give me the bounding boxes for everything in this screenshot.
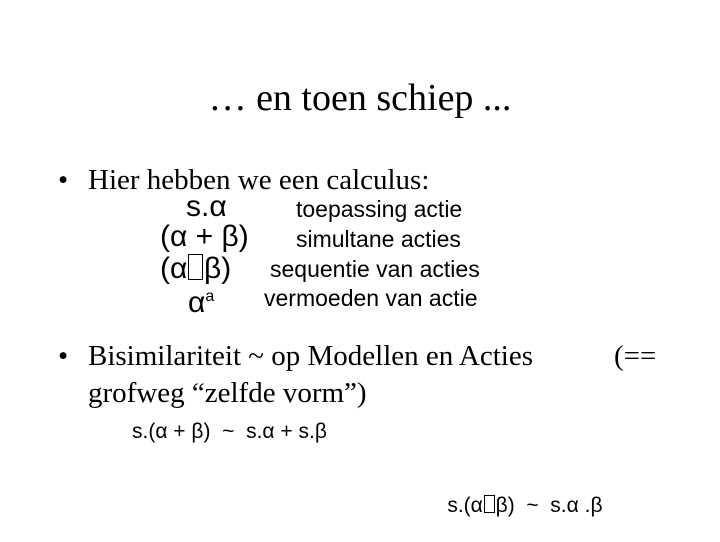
bullet-bisimilarity-line2: grofweg “zelfde vorm”)	[88, 377, 367, 409]
bullet-marker: •	[58, 340, 69, 372]
equation-sequence	[424, 470, 603, 542]
symbol-alpha: α	[188, 286, 206, 319]
description-application: toepassing actie	[296, 196, 463, 222]
description-presumption: vermoeden van actie	[264, 285, 478, 311]
description-sequence: sequentie van acties	[270, 256, 480, 282]
bullet-bisimilarity-tail: (==	[614, 340, 657, 372]
symbol-presumption	[188, 286, 214, 320]
bullet-bisimilarity-line1: Bisimilariteit ~ op Modellen en Acties	[88, 340, 533, 372]
bullet-marker: •	[58, 164, 69, 196]
equation-distributive: s.(α + β) ~ s.α + s.β	[132, 420, 327, 443]
symbol-sequence-left: (α	[160, 252, 188, 285]
symbol-application: s.α	[186, 190, 227, 223]
symbol-sequence-right: β)	[203, 252, 232, 285]
missing-glyph-box	[188, 254, 203, 279]
description-simultaneous: simultane acties	[296, 226, 461, 252]
missing-glyph-box	[484, 495, 495, 513]
symbol-sequence	[160, 252, 231, 286]
slide-title: … en toen schiep ...	[208, 77, 512, 119]
symbol-superscript-a: a	[205, 288, 215, 305]
equation-sequence-right: β) ~ s.α .β	[495, 494, 603, 517]
symbol-simultaneous: (α + β)	[160, 220, 249, 253]
bullet-calculus-text: Hier hebben we een calculus:	[88, 164, 430, 196]
equation-sequence-left: s.(α	[447, 494, 483, 517]
